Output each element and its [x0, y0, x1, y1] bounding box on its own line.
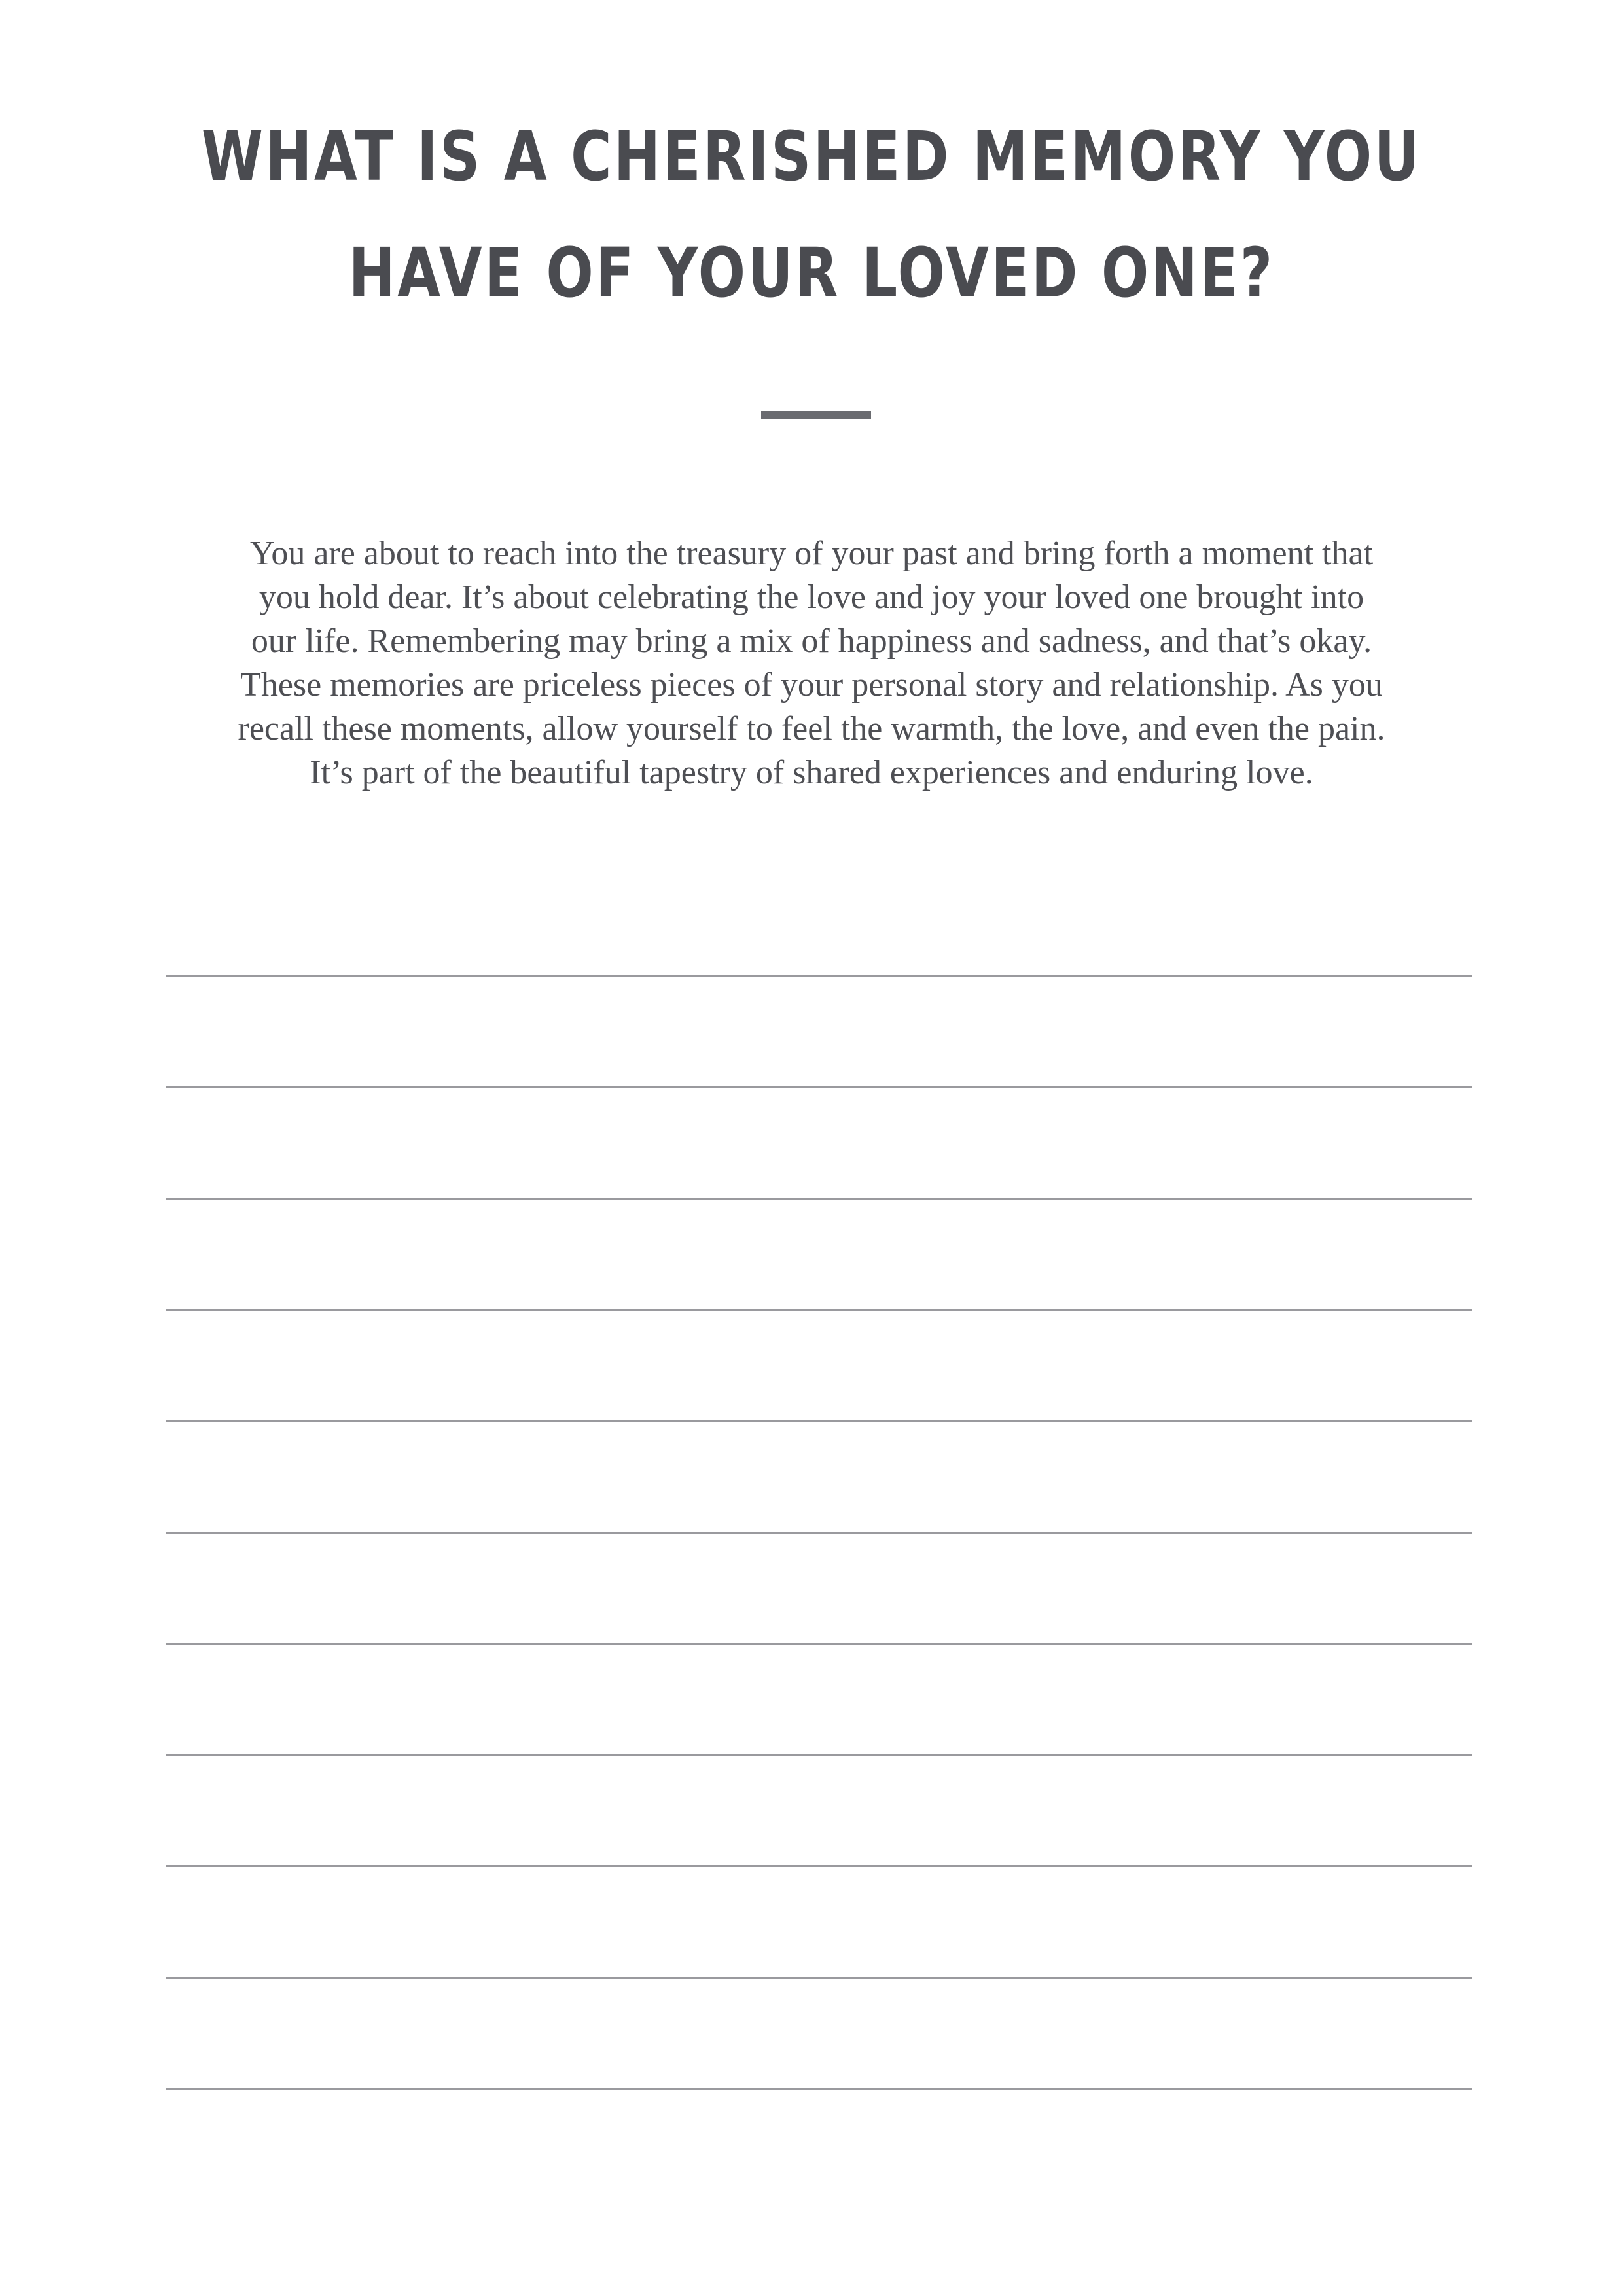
writing-line[interactable]: [166, 1086, 1472, 1088]
writing-line[interactable]: [166, 1532, 1472, 1534]
writing-line[interactable]: [166, 1977, 1472, 1979]
intro-line: These memories are priceless pieces of your personal story and relationship. As you: [240, 666, 1383, 704]
writing-line[interactable]: [166, 1198, 1472, 1200]
page-title-line-1: WHAT IS A CHERISHED MEMORY YOU: [201, 117, 1422, 196]
writing-line[interactable]: [166, 1309, 1472, 1311]
writing-line[interactable]: [166, 1643, 1472, 1645]
intro-line: recall these moments, allow yourself to feel the warmth, the love, and even the pain.: [238, 710, 1385, 747]
intro-line: It’s part of the beautiful tapestry of shared experiences and enduring love.: [310, 754, 1313, 791]
writing-line[interactable]: [166, 1754, 1472, 1756]
writing-line[interactable]: [166, 1865, 1472, 1867]
intro-line: You are about to reach into the treasury of your past and bring forth a moment that: [249, 535, 1374, 572]
writing-line[interactable]: [166, 975, 1472, 977]
intro-line: our life. Remembering may bring a mix of happiness and sadness, and that’s okay.: [251, 622, 1372, 660]
intro-line: you hold dear. It’s about celebrating the love and joy your loved one brought into: [259, 579, 1364, 616]
writing-line[interactable]: [166, 2088, 1472, 2090]
page-title-line-2: HAVE OF YOUR LOVED ONE?: [348, 233, 1275, 313]
writing-area[interactable]: [166, 0, 1472, 2296]
writing-line[interactable]: [166, 1420, 1472, 1422]
